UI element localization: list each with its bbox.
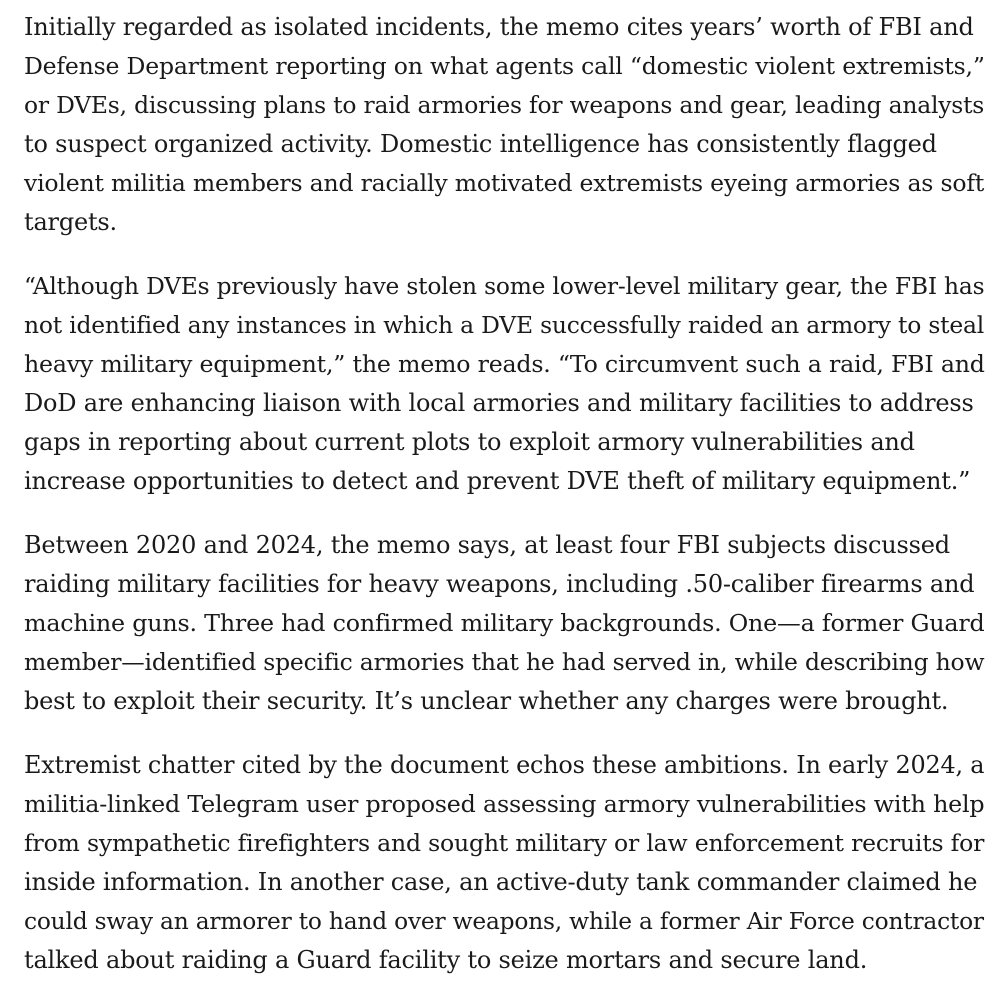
paragraph-line: DoD are enhancing liaison with local armories and military facilities to address — [24, 389, 974, 417]
paragraph-line: member—identified specific armories that he had served in, while describing how — [24, 648, 985, 676]
paragraph-4 — [24, 746, 985, 980]
paragraph-line: Between 2020 and 2024, the memo says, at least four FBI subjects discussed — [24, 531, 950, 559]
paragraph-line: increase opportunities to detect and prevent DVE theft of military equipment.” — [24, 467, 971, 495]
paragraph-line: violent militia members and racially motivated extremists eyeing armories as soft — [24, 169, 985, 197]
paragraph-line: raiding military facilities for heavy weapons, including .50-caliber firearms and — [24, 570, 975, 598]
paragraph-3 — [24, 526, 985, 721]
paragraph-line: or DVEs, discussing plans to raid armories for weapons and gear, leading analysts — [24, 91, 985, 119]
paragraph-line: best to exploit their security. It’s unclear whether any charges were brought. — [24, 687, 949, 715]
paragraph-line: targets. — [24, 208, 117, 236]
paragraph-1 — [24, 8, 985, 242]
paragraph-2 — [24, 267, 985, 501]
paragraph-line: machine guns. Three had confirmed military backgrounds. One—a former Guard — [24, 609, 985, 637]
paragraph-line: heavy military equipment,” the memo reads. “To circumvent such a raid, FBI and — [24, 350, 985, 378]
paragraph-line: “Although DVEs previously have stolen some lower-level military gear, the FBI has — [24, 272, 985, 300]
paragraph-line: Initially regarded as isolated incidents, the memo cites years’ worth of FBI and — [24, 13, 974, 41]
paragraph-line: inside information. In another case, an active-duty tank commander claimed he — [24, 868, 978, 896]
paragraph-line: gaps in reporting about current plots to exploit armory vulnerabilities and — [24, 428, 915, 456]
paragraph-line: could sway an armorer to hand over weapons, while a former Air Force contractor — [24, 908, 984, 935]
paragraph-line: talked about raiding a Guard facility to seize mortars and secure land. — [24, 946, 868, 974]
paragraph-line: Defense Department reporting on what agents call “domestic violent extremists,” — [24, 52, 985, 80]
paragraph-line: not identified any instances in which a DVE successfully raided an armory to steal — [24, 311, 985, 339]
article-body — [24, 8, 985, 1005]
paragraph-line: Extremist chatter cited by the document echos these ambitions. In early 2024, a — [24, 751, 985, 779]
paragraph-line: militia-linked Telegram user proposed assessing armory vulnerabilities with help — [24, 790, 985, 818]
paragraph-line: to suspect organized activity. Domestic intelligence has consistently flagged — [24, 130, 937, 158]
paragraph-line: from sympathetic firefighters and sought military or law enforcement recruits for — [24, 829, 985, 857]
